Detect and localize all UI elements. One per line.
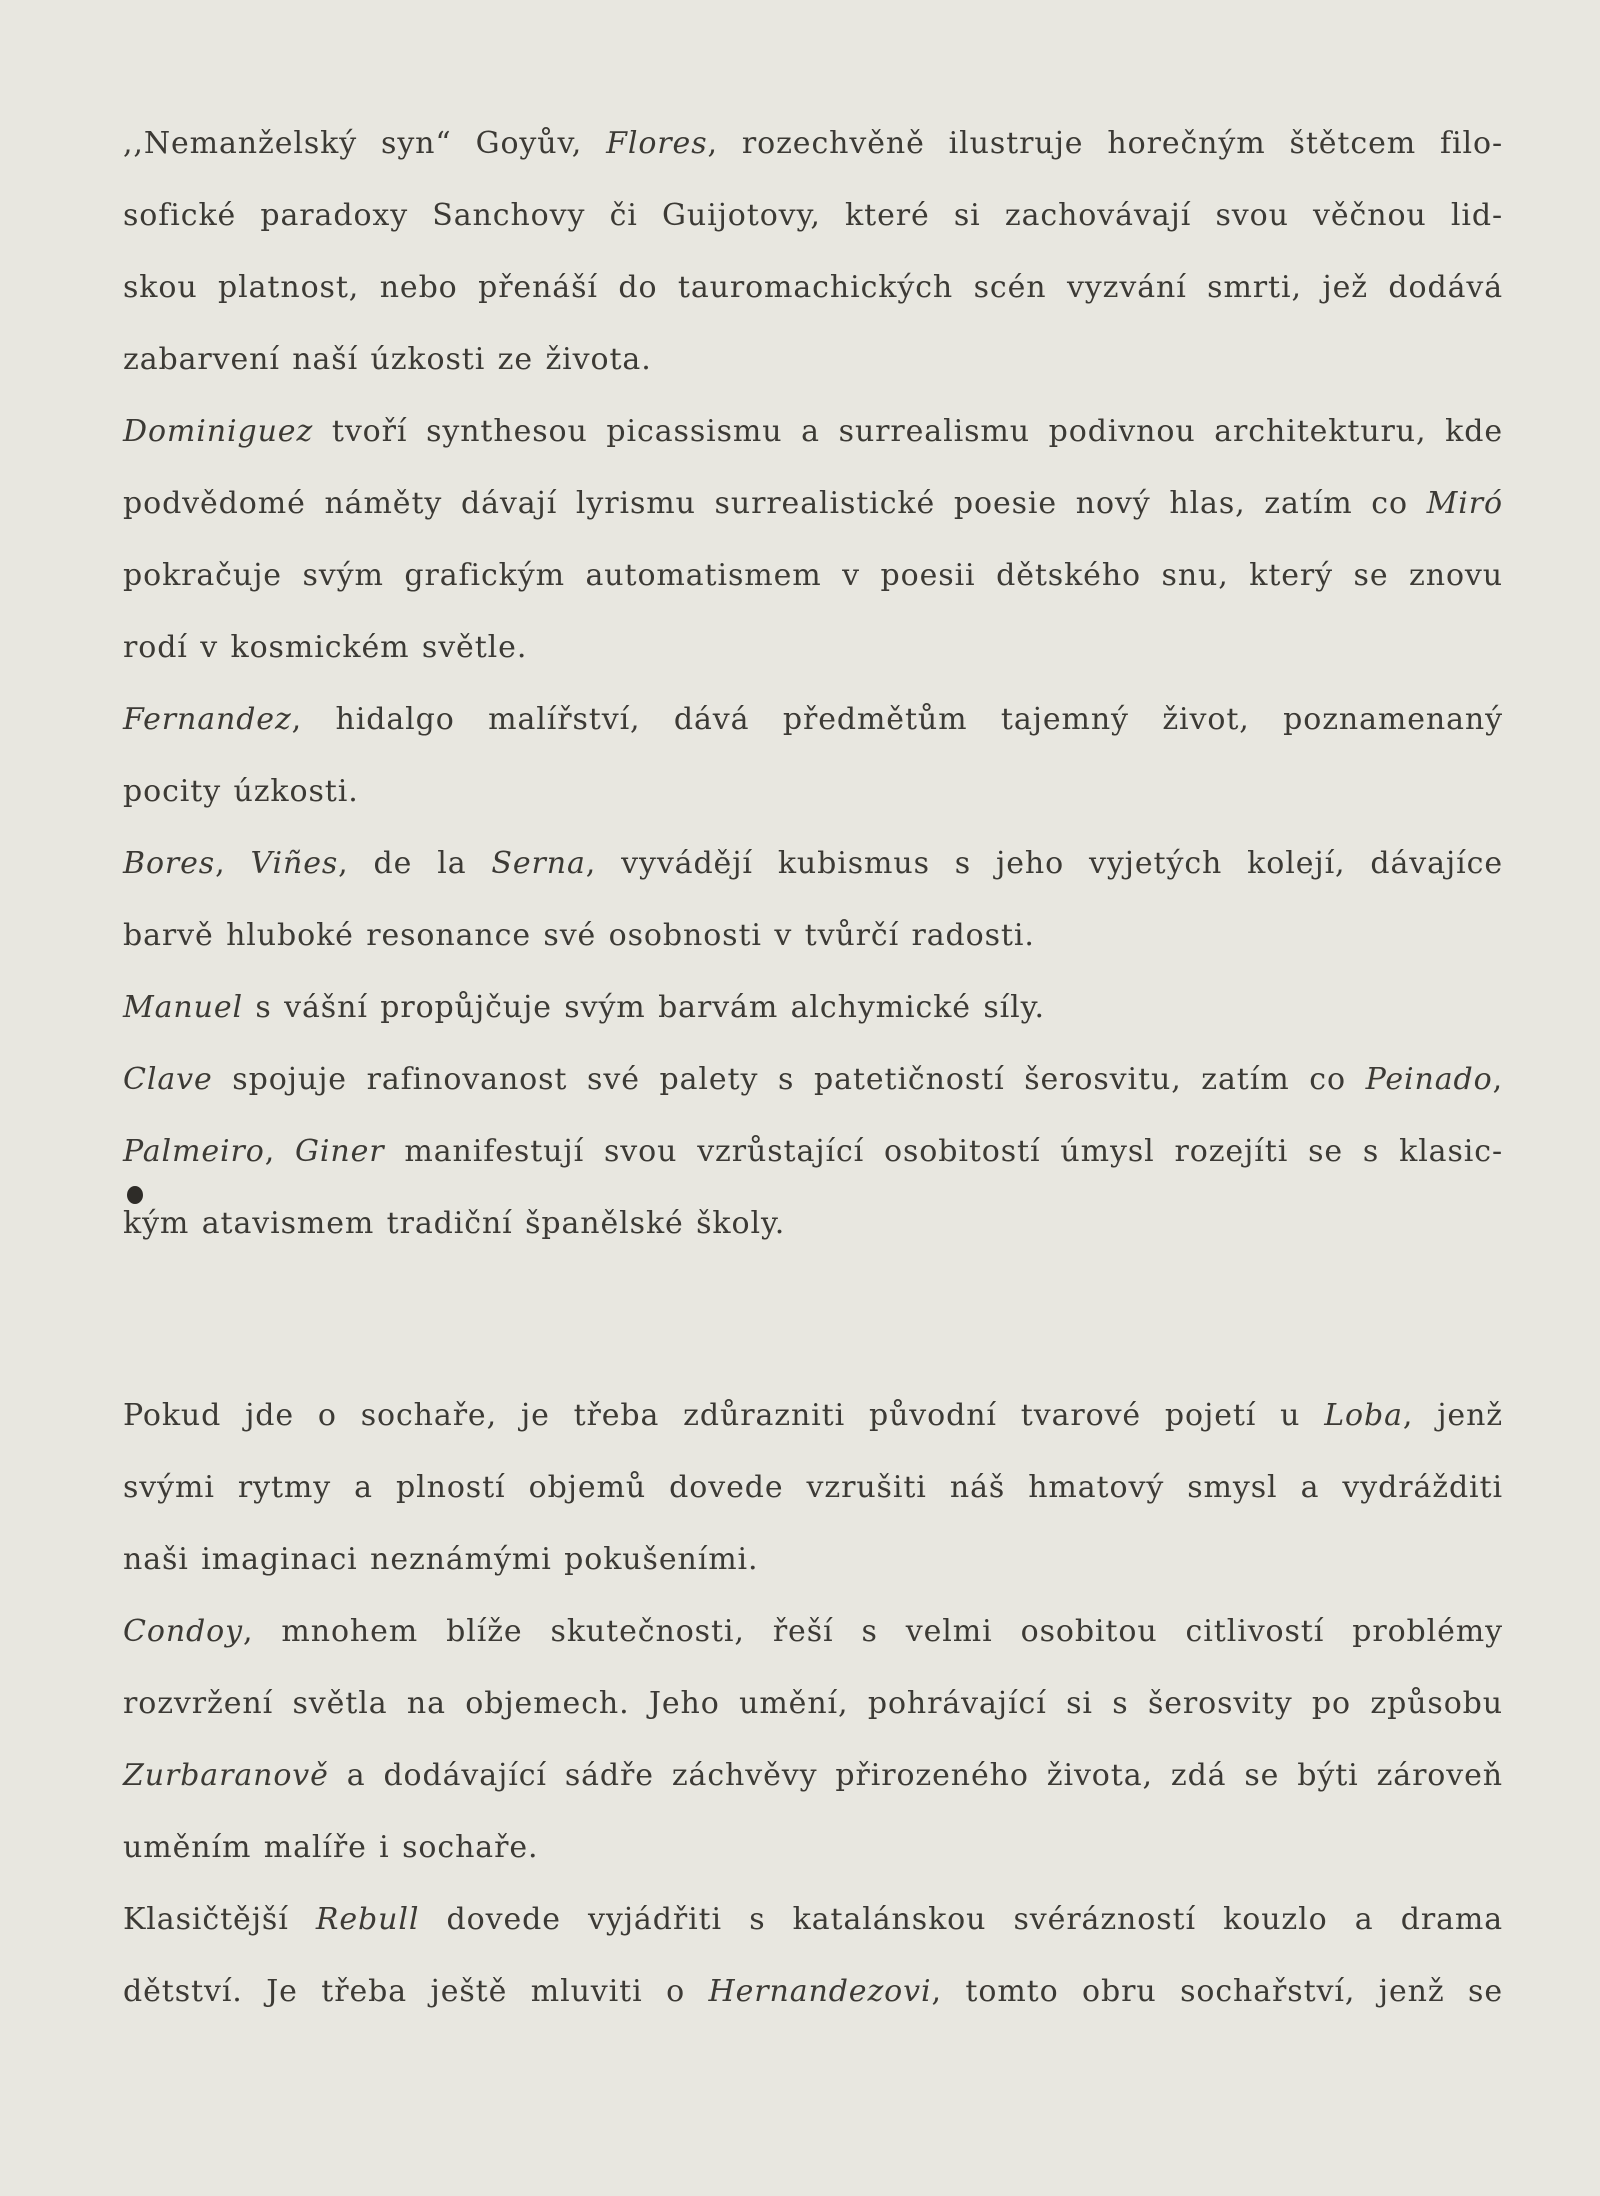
artist-name: Giner (295, 1134, 385, 1169)
artist-name: Viñes (250, 846, 339, 881)
text-line (123, 1740, 1503, 1812)
artist-name: Hernandezovi (708, 1974, 932, 2009)
text-line (123, 468, 1503, 540)
artist-name: Loba (1324, 1398, 1403, 1433)
text-line (123, 1596, 1503, 1668)
text-run: , de la (338, 846, 492, 881)
text-run: manifestují svou vzrůstající osobitostí úmysl rozejíti se s klasic- (384, 1134, 1503, 1169)
paragraph (123, 972, 1503, 1044)
paragraph (123, 828, 1503, 972)
text-line (123, 1380, 1503, 1452)
artist-name: Condoy (123, 1614, 243, 1649)
text-line (123, 1188, 1503, 1260)
artist-name: Clave (123, 1062, 213, 1097)
artist-name: Peinado (1365, 1062, 1493, 1097)
paragraph (123, 108, 1503, 396)
text-run: , rozechvěně ilustruje horečným štětcem filo- (707, 126, 1504, 161)
text-line (123, 396, 1503, 468)
text-line (123, 1884, 1503, 1956)
text-line (123, 252, 1503, 324)
text-line (123, 1452, 1503, 1524)
section-break (123, 1260, 1503, 1380)
text-line (123, 972, 1503, 1044)
text-run: Klasičtější (123, 1902, 316, 1937)
text-run: barvě hluboké resonance své osobnosti v tvůrčí radosti. (123, 918, 1035, 953)
text-line (123, 1812, 1503, 1884)
text-line (123, 108, 1503, 180)
text-run: a dodávající sádře záchvěvy přirozeného života, zdá se býti zároveň (328, 1758, 1503, 1793)
text-run: tvoří synthesou picassismu a surrealismu podivnou architekturu, kde (313, 414, 1503, 449)
text-run: zabarvení naší úzkosti ze života. (123, 342, 652, 377)
text-line (123, 900, 1503, 972)
text-run: svými rytmy a plností objemů dovede vzrušiti náš hmatový smysl a vydrážditi (123, 1470, 1503, 1505)
text-line (123, 756, 1503, 828)
text-line (123, 180, 1503, 252)
paragraph (123, 1380, 1503, 1596)
text-run: skou platnost, nebo přenáší do tauromachických scén vyzvání smrti, jež dodává (123, 270, 1503, 305)
artist-name: Miró (1426, 486, 1503, 521)
paragraph (123, 1596, 1503, 1884)
text-line (123, 324, 1503, 396)
text-line (123, 1524, 1503, 1596)
text-run: ,,Nemanželský syn“ Goyův, (123, 126, 607, 161)
artist-name: Flores (606, 126, 708, 161)
text-run: , tomto obru sochařství, jenž se (931, 1974, 1503, 2009)
paragraph (123, 1044, 1503, 1260)
text-line (123, 1956, 1503, 2028)
artist-name: Zurbaranově (123, 1758, 329, 1793)
text-run: kým atavismem tradiční španělské školy. (123, 1206, 786, 1241)
text-line (123, 1116, 1503, 1188)
text-line (123, 1044, 1503, 1116)
text-run: , (215, 846, 251, 881)
text-run: , mnohem blíže skutečnosti, řeší s velmi osobitou citlivostí problémy (242, 1614, 1503, 1649)
text-run: s vášní propůjčuje svým barvám alchymické síly. (243, 990, 1045, 1025)
artist-name: Dominiguez (123, 414, 314, 449)
text-run: uměním malíře i sochaře. (123, 1830, 539, 1865)
text-run: dovede vyjádřiti s katalánskou svérázností kouzlo a drama (419, 1902, 1503, 1937)
artist-name: Serna (491, 846, 586, 881)
text-run: naši imaginaci neznámými pokušeními. (123, 1542, 759, 1577)
paragraph (123, 684, 1503, 828)
text-run: , (1492, 1062, 1503, 1097)
text-run: pocity úzkosti. (123, 774, 359, 809)
text-line (123, 540, 1503, 612)
text-run: spojuje rafinovanost své palety s patetičností šerosvitu, zatím co (212, 1062, 1366, 1097)
text-run: , hidalgo malířství, dává předmětům tajemný život, poznamenaný (291, 702, 1503, 737)
artist-name: Rebull (315, 1902, 420, 1937)
artist-name: Fernandez (123, 702, 292, 737)
text-run: Pokud jde o sochaře, je třeba zdůrazniti původní tvarové pojetí u (123, 1398, 1325, 1433)
text-line (123, 612, 1503, 684)
text-run: pokračuje svým grafickým automatismem v poesii dětského snu, který se znovu (123, 558, 1503, 593)
text-line (123, 828, 1503, 900)
text-run: , (264, 1134, 296, 1169)
text-run: , jenž (1402, 1398, 1503, 1433)
text-line (123, 684, 1503, 756)
text-run: podvědomé náměty dávají lyrismu surrealistické poesie nový hlas, zatím co (123, 486, 1427, 521)
page-text (123, 108, 1503, 2028)
text-run: dětství. Je třeba ještě mluviti o (123, 1974, 709, 2009)
section-separator-bullet (127, 1186, 143, 1204)
artist-name: Manuel (123, 990, 243, 1025)
artist-name: Palmeiro (123, 1134, 265, 1169)
text-line (123, 1668, 1503, 1740)
text-run: rozvržení světla na objemech. Jeho umění, pohrávající si s šerosvity po způsobu (123, 1686, 1503, 1721)
text-run: , vyvádějí kubismus s jeho vyjetých kolejí, dávajíce (585, 846, 1503, 881)
text-run: sofické paradoxy Sanchovy či Guijotovy, které si zachovávají svou věčnou lid- (123, 198, 1503, 233)
artist-name: Bores (123, 846, 216, 881)
paragraph (123, 396, 1503, 684)
text-run: rodí v kosmickém světle. (123, 630, 528, 665)
paragraph (123, 1884, 1503, 2028)
